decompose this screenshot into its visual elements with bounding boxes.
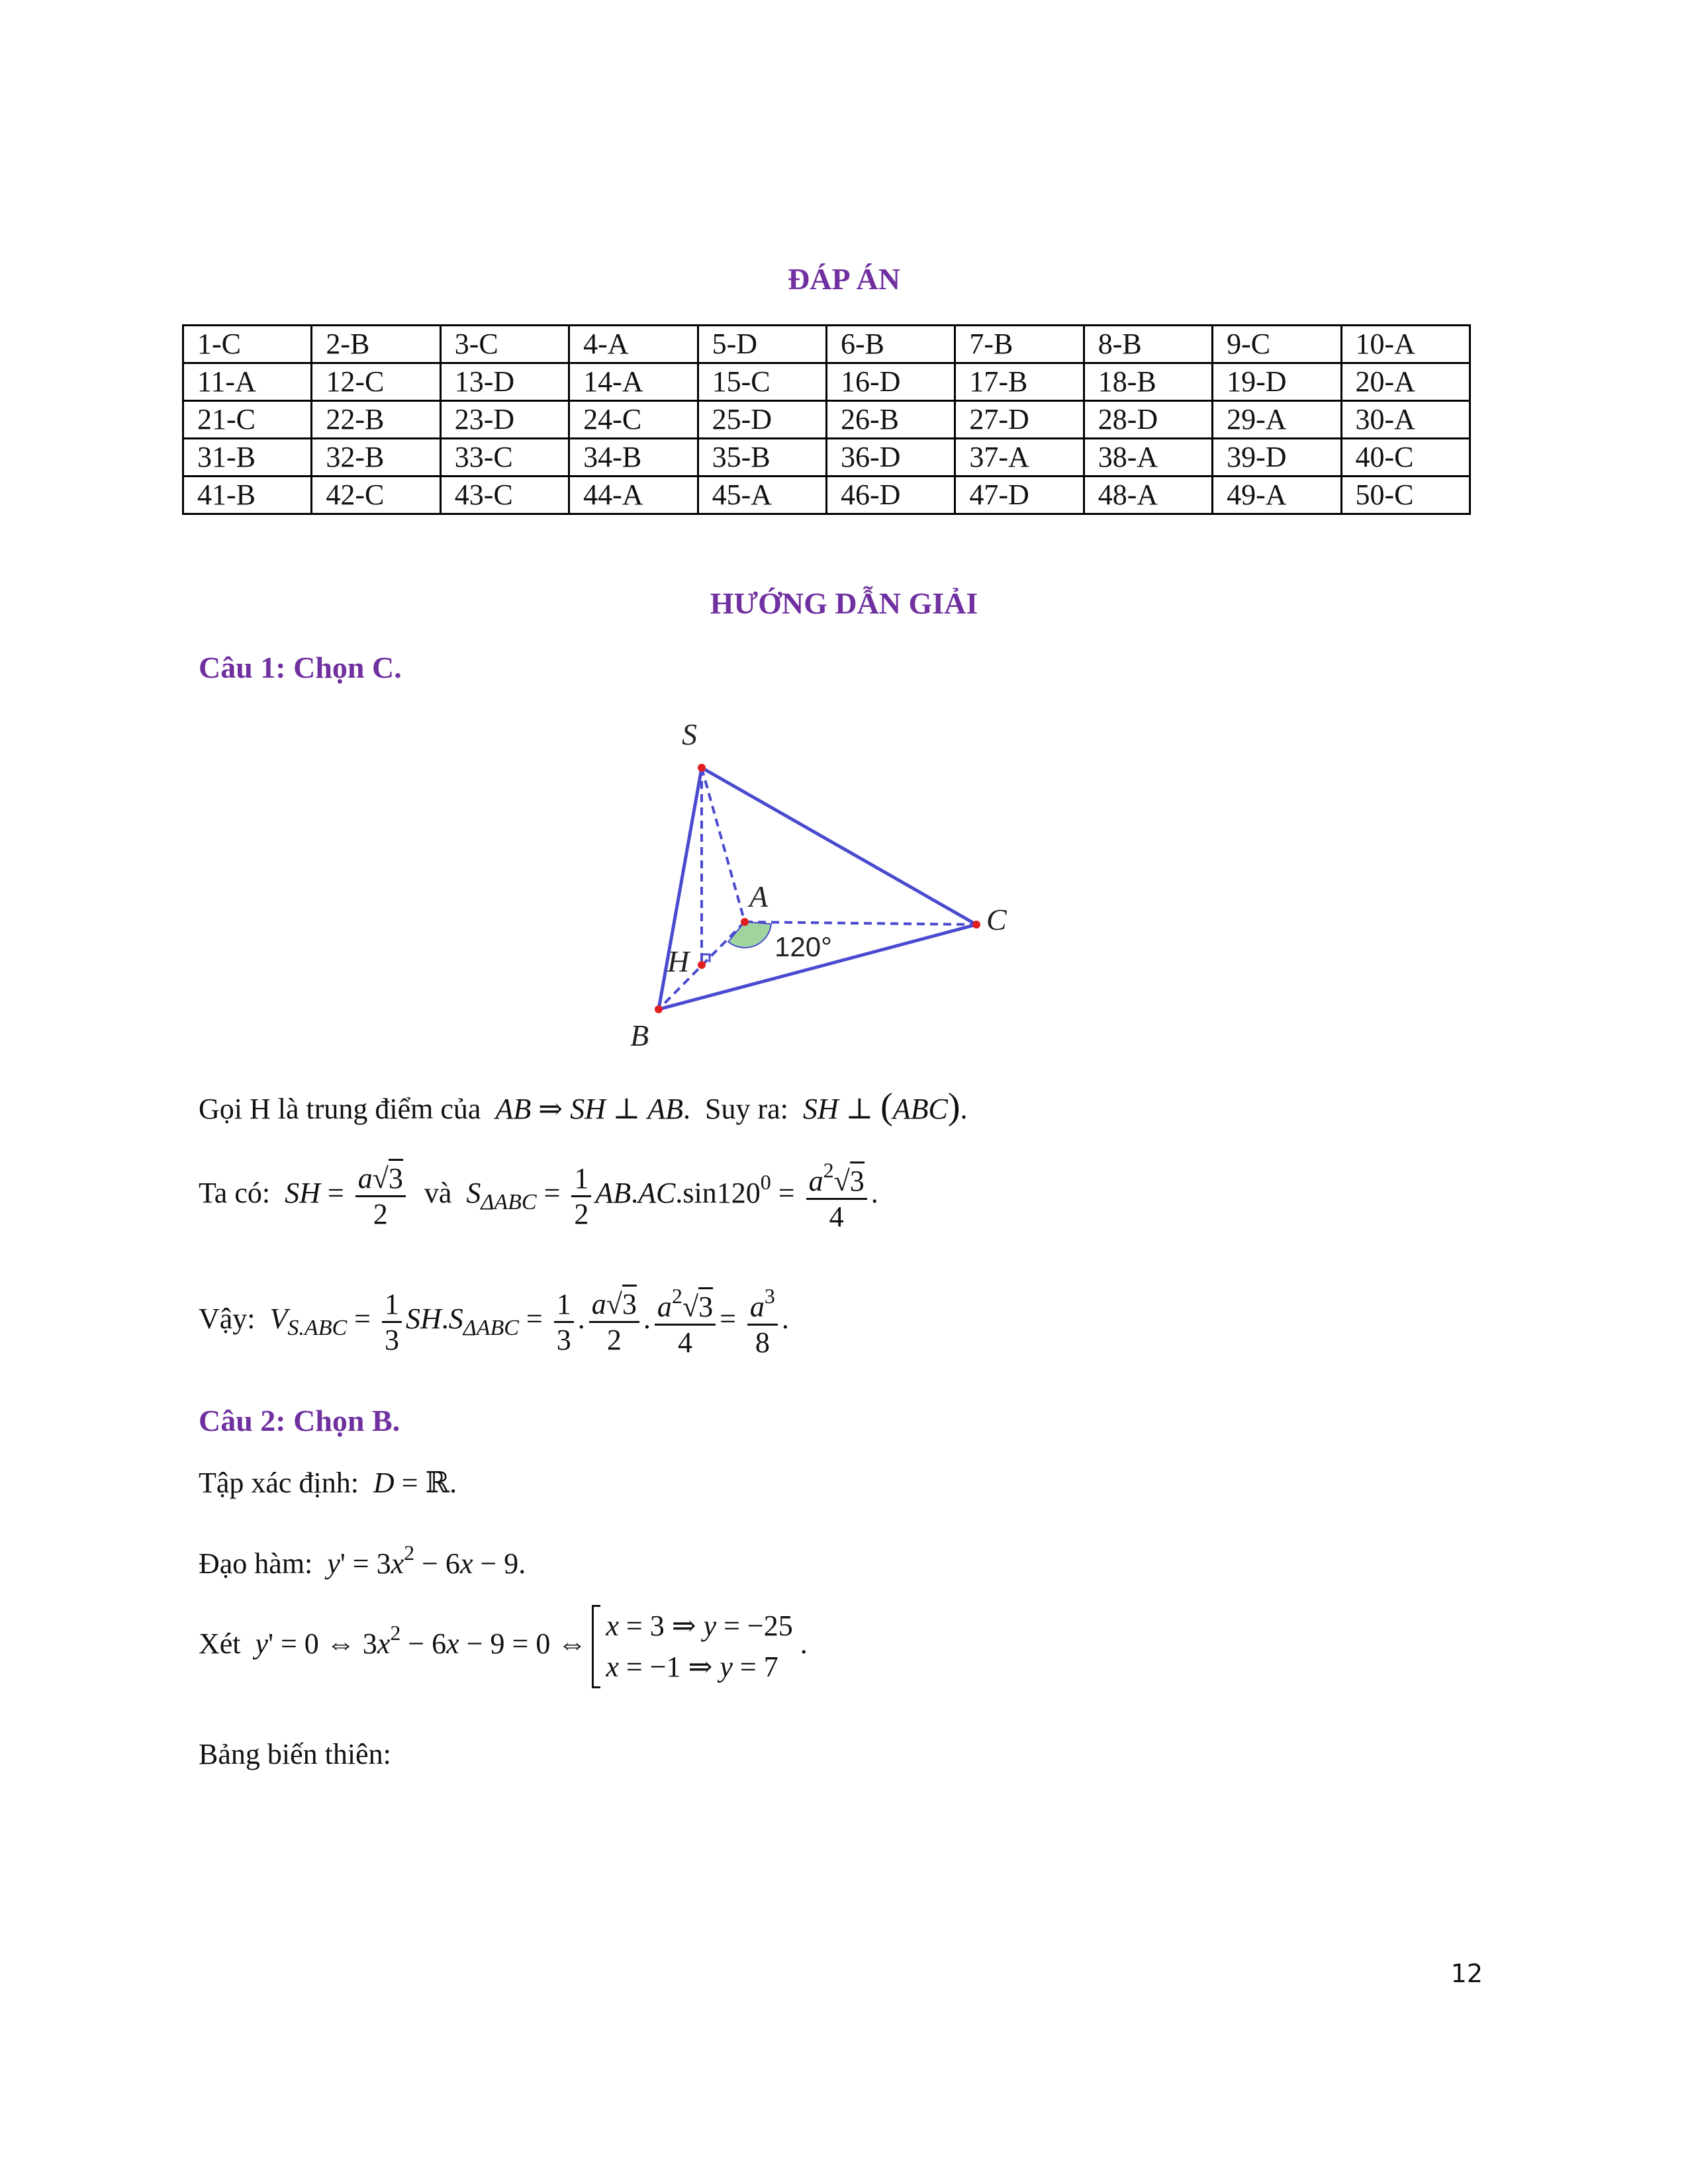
answer-cell: 35-B xyxy=(698,439,826,477)
answer-cell: 44-A xyxy=(569,477,698,514)
q2-table-label: Bảng biến thiên: xyxy=(199,1738,391,1770)
q1-line3-prefix: Vậy: xyxy=(199,1302,256,1336)
solution-title: HƯỚNG DẪN GIẢI xyxy=(710,586,978,620)
answer-cell: 12-C xyxy=(312,363,440,401)
point-s xyxy=(698,764,706,772)
q2-domain: Tập xác định: D = ℝ. xyxy=(199,1467,457,1499)
point-h xyxy=(698,961,706,969)
answer-table xyxy=(182,324,1471,515)
q1-line2-prefix: Ta có: xyxy=(199,1177,271,1210)
label-a: A xyxy=(749,880,769,913)
answer-cell: 14-A xyxy=(569,363,698,401)
answer-cell: 31-B xyxy=(183,439,312,477)
point-a xyxy=(741,918,749,926)
answer-cell: 16-D xyxy=(826,363,955,401)
answer-cell: 49-A xyxy=(1213,477,1341,514)
answer-cell: 8-B xyxy=(1084,326,1212,363)
answer-cell: 25-D xyxy=(698,401,826,439)
answer-cell: 23-D xyxy=(440,401,569,439)
answer-row xyxy=(183,401,1470,439)
answer-cell: 21-C xyxy=(183,401,312,439)
answer-cell: 32-B xyxy=(312,439,440,477)
answer-cell: 1-C xyxy=(183,326,312,363)
answer-cell: 47-D xyxy=(955,477,1084,514)
answer-cell: 46-D xyxy=(826,477,955,514)
label-angle: 120° xyxy=(774,931,832,962)
answer-cell: 20-A xyxy=(1341,363,1470,401)
q1-heading: Câu 1: Chọn C. xyxy=(199,651,402,684)
answer-cell: 34-B xyxy=(569,439,698,477)
answer-cell: 41-B xyxy=(183,477,312,514)
label-b: B xyxy=(630,1019,649,1052)
answer-cell: 10-A xyxy=(1341,326,1470,363)
answer-cell: 9-C xyxy=(1213,326,1341,363)
answer-cell: 28-D xyxy=(1084,401,1212,439)
answer-cell: 6-B xyxy=(826,326,955,363)
answer-cell: 48-A xyxy=(1084,477,1212,514)
q2-domain-label: Tập xác định: xyxy=(199,1467,359,1499)
answer-cell: 30-A xyxy=(1341,401,1470,439)
answer-cell: 43-C xyxy=(440,477,569,514)
q1-line2: Ta có: SH = $\frac{a√3}{2}$ và $S_{\Delta ABC}$ = $\frac{1}{2}$ $AB.AC.\sin 120^0$ = $\frac{a^2√3}{4}$ . xyxy=(199,1158,878,1233)
answer-cell: 7-B xyxy=(955,326,1084,363)
answer-cell: 17-B xyxy=(955,363,1084,401)
point-c xyxy=(972,921,980,929)
answer-cell: 2-B xyxy=(312,326,440,363)
answer-cell: 37-A xyxy=(955,439,1084,477)
q1-line1: Gọi H là trung điểm của AB ⇒ SH ⊥ AB. Suy ra: SH ⊥ (ABC). xyxy=(199,1086,968,1127)
answer-cell: 4-A xyxy=(569,326,698,363)
answer-row xyxy=(183,439,1470,477)
label-s: S xyxy=(682,717,697,751)
q2-consider: Xét y' = 0 ⇔ $3x^2 - 6x - 9 = 0$ ⇔x = 3 ⇒ y = −25 x = −1 ⇒ y = 7 . xyxy=(199,1605,808,1688)
answer-cell: 15-C xyxy=(698,363,826,401)
answer-cell: 45-A xyxy=(698,477,826,514)
q2-derivative: Đạo hàm: $y' = 3x^2 - 6x - 9$. xyxy=(199,1541,526,1580)
answer-cell: 27-D xyxy=(955,401,1084,439)
answer-cell: 50-C xyxy=(1341,477,1470,514)
page-number: 12 xyxy=(1450,1959,1483,1988)
answer-title: ĐÁP ÁN xyxy=(788,262,900,296)
answer-cell: 26-B xyxy=(826,401,955,439)
answer-cell: 22-B xyxy=(312,401,440,439)
answer-cell: 29-A xyxy=(1213,401,1341,439)
answer-row xyxy=(183,326,1470,363)
pyramid-figure xyxy=(583,715,1086,1059)
q1-line3: Vậy: $V_{S.ABC}$ = $\frac{1}{3}$ $SH.S_{\Delta ABC}$ = $\frac{1}{3}$ . $\frac{a√3}{2}$ . $\frac{a^2√3}{4}$ = $\frac{a^3}{8}$ . xyxy=(199,1284,789,1359)
answer-cell: 36-D xyxy=(826,439,955,477)
edge-sc xyxy=(702,768,976,925)
answer-cell: 38-A xyxy=(1084,439,1212,477)
angle-arc-icon xyxy=(728,922,771,948)
answer-cell: 42-C xyxy=(312,477,440,514)
q2-consider-label: Xét xyxy=(199,1627,241,1661)
answer-cell: 13-D xyxy=(440,363,569,401)
answer-cell: 24-C xyxy=(569,401,698,439)
answer-cell: 18-B xyxy=(1084,363,1212,401)
label-c: C xyxy=(986,903,1007,936)
label-h: H xyxy=(667,944,690,978)
q2-heading: Câu 2: Chọn B. xyxy=(199,1404,400,1437)
answer-row xyxy=(183,477,1470,514)
answer-cell: 5-D xyxy=(698,326,826,363)
q2-derivative-label: Đạo hàm: xyxy=(199,1547,313,1580)
answer-cell: 40-C xyxy=(1341,439,1470,477)
q1-line1-mid: Suy ra: xyxy=(705,1093,788,1125)
answer-row xyxy=(183,363,1470,401)
point-b xyxy=(655,1005,663,1013)
answer-cell: 11-A xyxy=(183,363,312,401)
edge-sa xyxy=(702,768,745,922)
q1-line1-prefix: Gọi H là trung điểm của xyxy=(199,1093,481,1125)
q1-line2-and: và xyxy=(424,1177,452,1210)
answer-cell: 3-C xyxy=(440,326,569,363)
edge-ac xyxy=(745,922,976,925)
answer-cell: 33-C xyxy=(440,439,569,477)
answer-cell: 19-D xyxy=(1213,363,1341,401)
answer-cell: 39-D xyxy=(1213,439,1341,477)
